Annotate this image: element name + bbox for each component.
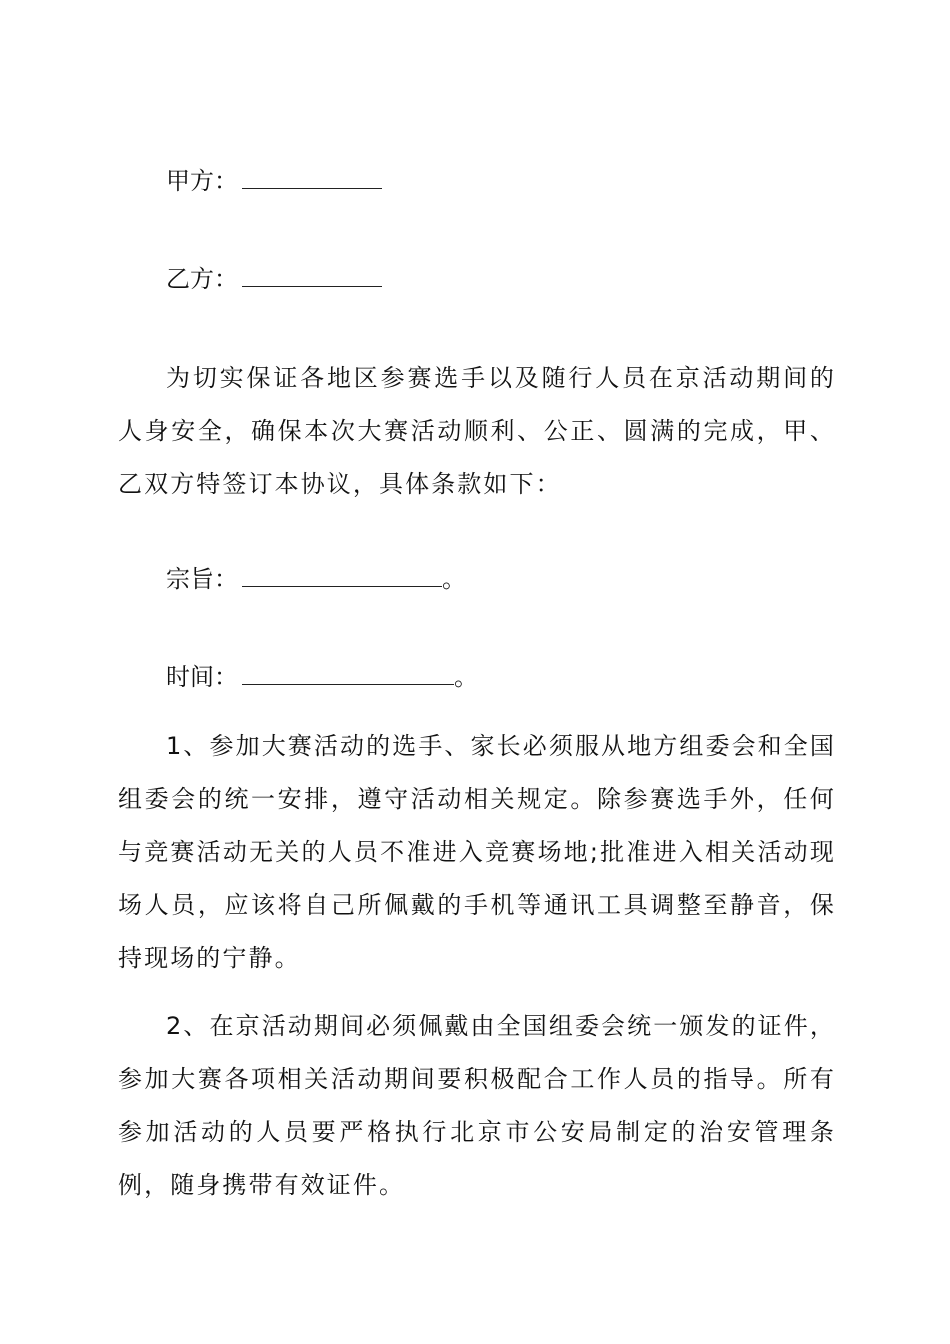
time-end: 。 [454,663,478,691]
time-blank [242,664,454,685]
party-a-blank [242,168,382,189]
time-label: 时间： [166,663,238,691]
party-a-line [166,168,886,193]
purpose-line [166,566,886,591]
purpose-label: 宗旨： [166,565,238,593]
clause-2: 2、在京活动期间必须佩戴由全国组委会统一颁发的证件，参加大赛各项相关活动期间要积极配合工作人员的指导。所有参加活动的人员要严格执行北京市公安局制定的治安管理条例，随身携带有效证件。 [118,1012,836,1199]
clause-1: 1、参加大赛活动的选手、家长必须服从地方组委会和全国组委会的统一安排，遵守活动相关规定。除参赛选手外，任何与竞赛活动无关的人员不准进入竞赛场地;批准进入相关活动现场人员，应该将自己所佩戴的手机等通讯工具调整至静音，保持现场的宁静。 [118,732,836,972]
party-b-line [166,266,886,291]
purpose-end: 。 [442,565,466,593]
party-b-blank [242,266,382,287]
intro-paragraph: 为切实保证各地区参赛选手以及随行人员在京活动期间的人身安全，确保本次大赛活动顺利、公正、圆满的完成，甲、乙双方特签订本协议，具体条款如下： [118,364,836,498]
time-line [166,664,886,689]
purpose-blank [242,566,442,587]
party-b-label: 乙方： [166,265,238,293]
party-a-label: 甲方： [166,167,238,195]
